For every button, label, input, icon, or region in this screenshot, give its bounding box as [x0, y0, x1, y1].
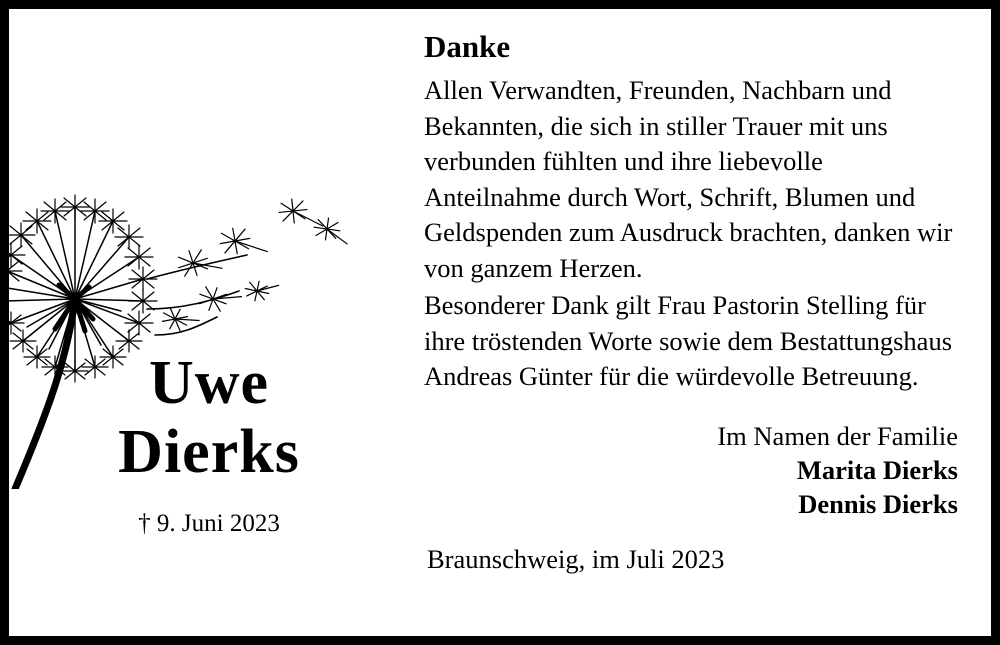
thanks-body: [424, 73, 964, 395]
place-and-date: Braunschweig, im Juli 2023: [427, 543, 725, 574]
family-signature: [424, 419, 964, 522]
thanks-paragraph-1: Allen Verwandten, Freunden, Nachbarn und Bekannten, die sich in stiller Trauer mit uns verbunden fühlten und ihre liebevolle Anteilnahme durch Wort, Schrift, Blumen und Geldspenden zum Ausdruck brachten, danken wir von ganzem Herzen.: [424, 75, 953, 283]
death-date: † 9. Juni 2023: [138, 509, 280, 537]
family-intro: Im Namen der Familie: [717, 420, 958, 451]
thanks-heading: Danke: [424, 29, 511, 64]
family-member-2: Dennis Dierks: [798, 489, 958, 520]
thanks-paragraph-2: Besonderer Dank gilt Frau Pastorin Stelling für ihre tröstenden Worte sowie dem Bestattungshaus Andreas Günter für die würdevolle Betreuung.: [424, 290, 953, 391]
first-name: Uwe: [148, 349, 270, 417]
card-inner: [9, 9, 991, 636]
thanks-column: [424, 29, 964, 575]
memorial-column: [9, 9, 414, 636]
family-member-1: Marita Dierks: [796, 454, 958, 485]
last-name: Dierks: [118, 418, 300, 487]
deceased-name: [9, 349, 409, 538]
